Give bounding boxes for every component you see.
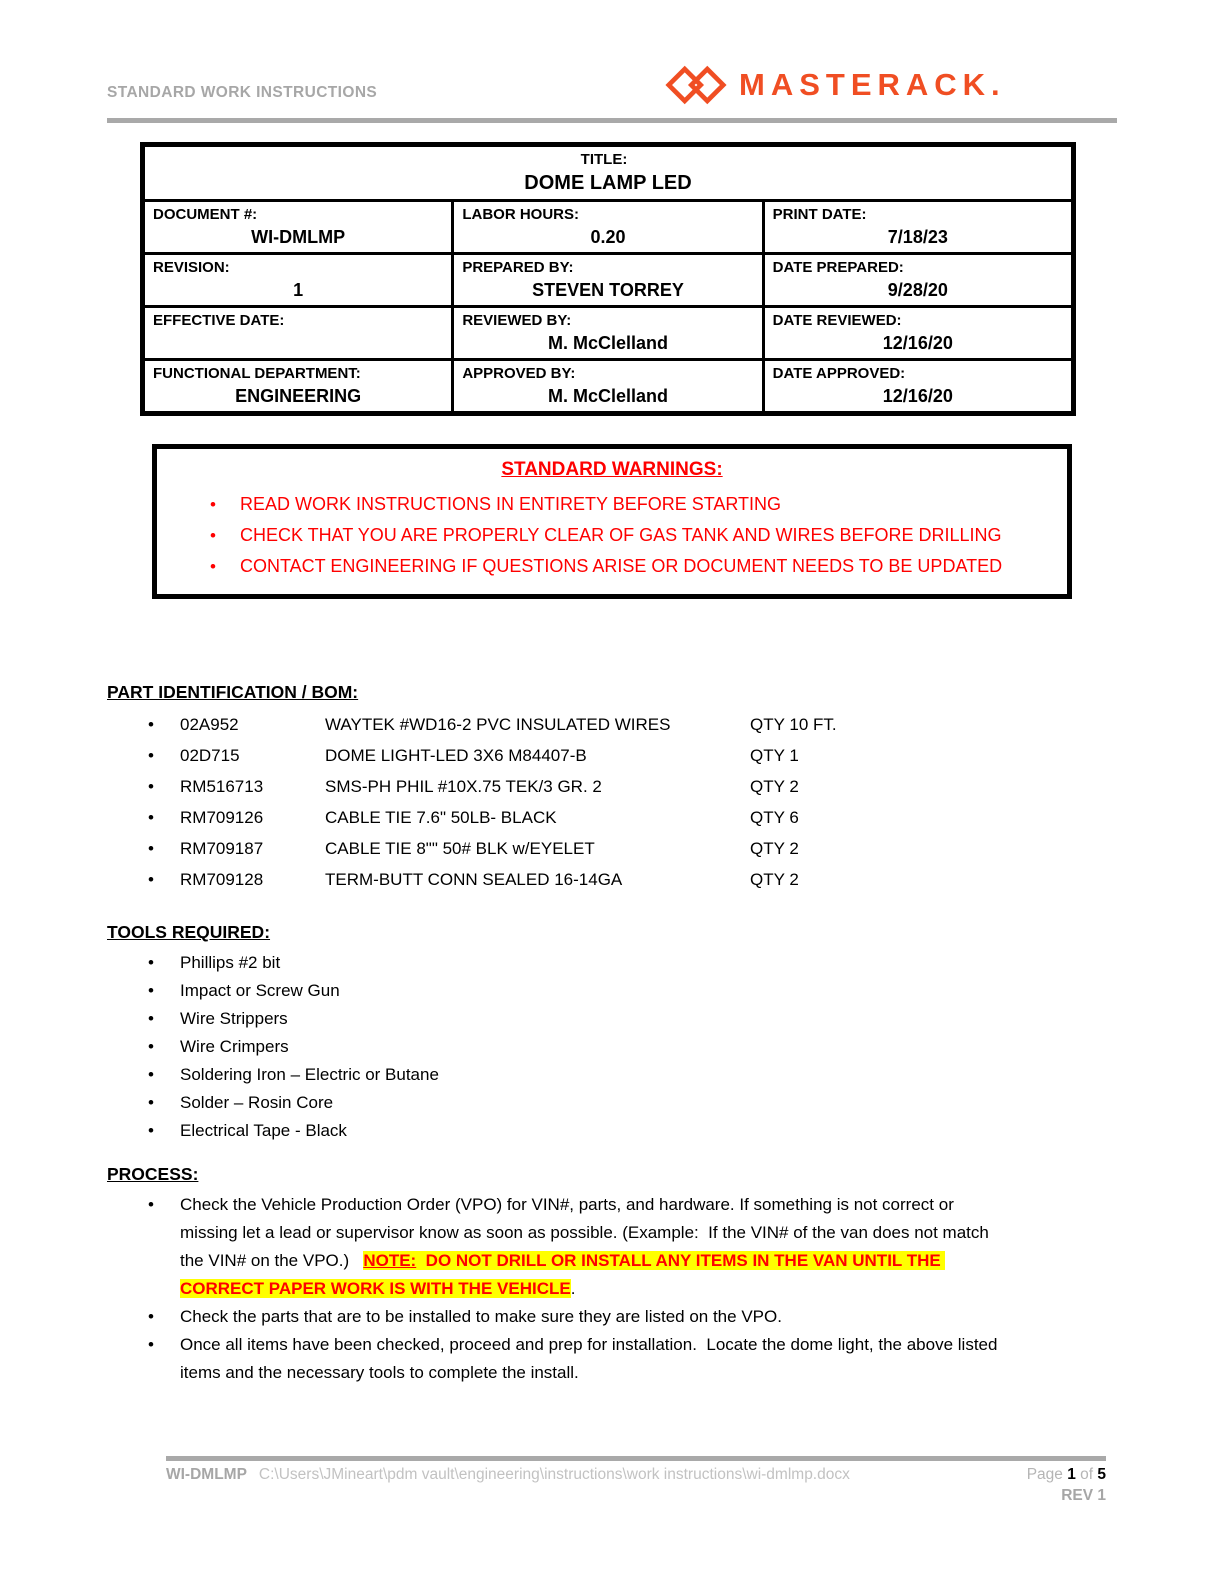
header-divider (107, 118, 1117, 123)
bom-section (107, 682, 1117, 895)
bullet-icon: • (148, 839, 154, 858)
bullet-icon: • (210, 557, 216, 576)
standard-warnings-box (152, 444, 1072, 599)
approved-by-cell: APPROVED BY: M. McClelland (453, 360, 763, 414)
footer-page-number: Page 1 of 5 (1026, 1466, 1106, 1483)
process-section (107, 1164, 1117, 1387)
footer-divider (166, 1456, 1106, 1461)
bullet-icon: • (148, 1009, 154, 1028)
page-header (107, 62, 1117, 118)
process-step (148, 1331, 1117, 1387)
part-description: CABLE TIE 8"" 50# BLK w/EYELET (325, 839, 595, 858)
bullet-icon: • (148, 1065, 154, 1084)
process-step (148, 1303, 1117, 1331)
process-heading: PROCESS: (107, 1164, 199, 1184)
warning-item: • CONTACT ENGINEERING IF QUESTIONS ARISE OR DOCUMENT NEEDS TO BE UPDATED (210, 551, 1067, 582)
bullet-icon: • (148, 808, 154, 827)
bullet-icon: • (148, 1037, 154, 1056)
part-number: RM516713 (180, 777, 264, 796)
revision-cell: REVISION: 1 (143, 254, 453, 307)
part-quantity: QTY 10 FT. (750, 715, 837, 734)
process-step (148, 1191, 1117, 1303)
tool-item: • Wire Strippers (148, 1005, 1117, 1033)
part-quantity: QTY 2 (750, 839, 799, 858)
footer-file-path: C:\Users\JMineart\pdm vault\engineering\instructions\work instructions\wi-dmlmp.docx (258, 1466, 850, 1483)
part-description: DOME LIGHT-LED 3X6 M84407-B (325, 746, 587, 765)
part-number: RM709126 (180, 808, 264, 827)
prepared-by-cell: PREPARED BY: STEVEN TORREY (453, 254, 763, 307)
part-quantity: QTY 1 (750, 746, 799, 765)
bullet-icon: • (148, 746, 154, 765)
date-reviewed-cell: DATE REVIEWED: 12/16/20 (763, 307, 1073, 360)
masterack-logo (665, 62, 1006, 108)
part-quantity: QTY 2 (750, 870, 799, 889)
table-row-title (143, 145, 1074, 201)
bullet-icon: • (148, 953, 154, 972)
tool-item: • Impact or Screw Gun (148, 977, 1117, 1005)
bullet-icon: • (148, 715, 154, 734)
part-number: 02A952 (180, 715, 239, 734)
bom-item (148, 833, 1117, 864)
process-step-text: Check the parts that are to be installed to make sure they are listed on the VPO. (180, 1307, 782, 1326)
part-number: 02D715 (180, 746, 240, 765)
part-number: RM709128 (180, 870, 264, 889)
table-row (143, 360, 1074, 414)
tool-item: • Phillips #2 bit (148, 949, 1117, 977)
part-description: CABLE TIE 7.6" 50LB- BLACK (325, 808, 557, 827)
bom-list (107, 709, 1117, 895)
document-type-label: STANDARD WORK INSTRUCTIONS (107, 84, 378, 101)
masterack-wordmark: MASTERACK. (739, 67, 1006, 102)
note-label: NOTE: (363, 1251, 417, 1270)
effective-date-cell: EFFECTIVE DATE: (143, 307, 453, 360)
process-list (107, 1191, 1117, 1387)
bullet-icon: • (148, 981, 154, 1000)
warning-item: • READ WORK INSTRUCTIONS IN ENTIRETY BEFORE STARTING (210, 489, 1067, 520)
tools-list (107, 949, 1117, 1145)
bullet-icon: • (148, 1195, 154, 1214)
bom-item (148, 771, 1117, 802)
date-approved-cell: DATE APPROVED: 12/16/20 (763, 360, 1073, 414)
tool-item: • Solder – Rosin Core (148, 1089, 1117, 1117)
page-footer (166, 1456, 1106, 1507)
title-value: DOME LAMP LED (524, 172, 692, 194)
bullet-icon: • (148, 777, 154, 796)
date-prepared-cell: DATE PREPARED: 9/28/20 (763, 254, 1073, 307)
part-number: RM709187 (180, 839, 264, 858)
tool-item: • Wire Crimpers (148, 1033, 1117, 1061)
print-date-cell: PRINT DATE: 7/18/23 (763, 201, 1073, 254)
part-quantity: QTY 6 (750, 808, 799, 827)
bullet-icon: • (148, 1307, 154, 1326)
bom-item (148, 740, 1117, 771)
tool-item: • Electrical Tape - Black (148, 1117, 1117, 1145)
part-description: WAYTEK #WD16-2 PVC INSULATED WIRES (325, 715, 671, 734)
bullet-icon: • (210, 495, 216, 514)
bullet-icon: • (148, 1335, 154, 1354)
bom-item (148, 709, 1117, 740)
part-description: TERM-BUTT CONN SEALED 16-14GA (325, 870, 623, 889)
process-step-text: Check the Vehicle Production Order (VPO) for VIN#, parts, and hardware. If something is not correct or missing let a lead or supervisor know as soon as possible. (Example: If the VIN# of the van does not match the VIN# on the VPO.) (180, 1195, 994, 1270)
labor-hours-cell: LABOR HOURS: 0.20 (453, 201, 763, 254)
process-step-text: Once all items have been checked, proceed and prep for installation. Locate the dome light, the above listed items and the necessary tools to complete the install. (180, 1335, 1003, 1382)
note-text: DO NOT DRILL OR INSTALL ANY ITEMS IN THE VAN UNTIL THE CORRECT PAPER WORK IS WITH THE VEHICLE (180, 1251, 946, 1298)
bom-item (148, 802, 1117, 833)
functional-department-cell: FUNCTIONAL DEPARTMENT: ENGINEERING (143, 360, 453, 414)
reviewed-by-cell: REVIEWED BY: M. McClelland (453, 307, 763, 360)
warnings-title: STANDARD WARNINGS: (501, 459, 723, 480)
table-row (143, 254, 1074, 307)
tools-heading: TOOLS REQUIRED: (107, 922, 271, 942)
bullet-icon: • (148, 1093, 154, 1112)
part-quantity: QTY 2 (750, 777, 799, 796)
bullet-icon: • (210, 526, 216, 545)
warning-item: • CHECK THAT YOU ARE PROPERLY CLEAR OF GAS TANK AND WIRES BEFORE DRILLING (210, 520, 1067, 551)
masterack-diamond-icon (665, 62, 727, 108)
table-row (143, 201, 1074, 254)
document-number-cell: DOCUMENT #: WI-DMLMP (143, 201, 453, 254)
warnings-list (157, 489, 1067, 582)
bullet-icon: • (148, 1121, 154, 1140)
tool-item: • Soldering Iron – Electric or Butane (148, 1061, 1117, 1089)
bom-heading: PART IDENTIFICATION / BOM: (107, 682, 359, 702)
bullet-icon: • (148, 870, 154, 889)
part-description: SMS-PH PHIL #10X.75 TEK/3 GR. 2 (325, 777, 602, 796)
footer-revision: REV 1 (1061, 1487, 1106, 1504)
footer-doc-code: WI-DMLMP (166, 1466, 247, 1483)
title-label: TITLE: (580, 151, 628, 168)
sentence-period: . (570, 1279, 576, 1298)
table-row (143, 307, 1074, 360)
title-cell (143, 145, 1074, 201)
bom-item (148, 864, 1117, 895)
tools-section (107, 922, 1117, 1145)
document-info-table (140, 142, 1076, 416)
